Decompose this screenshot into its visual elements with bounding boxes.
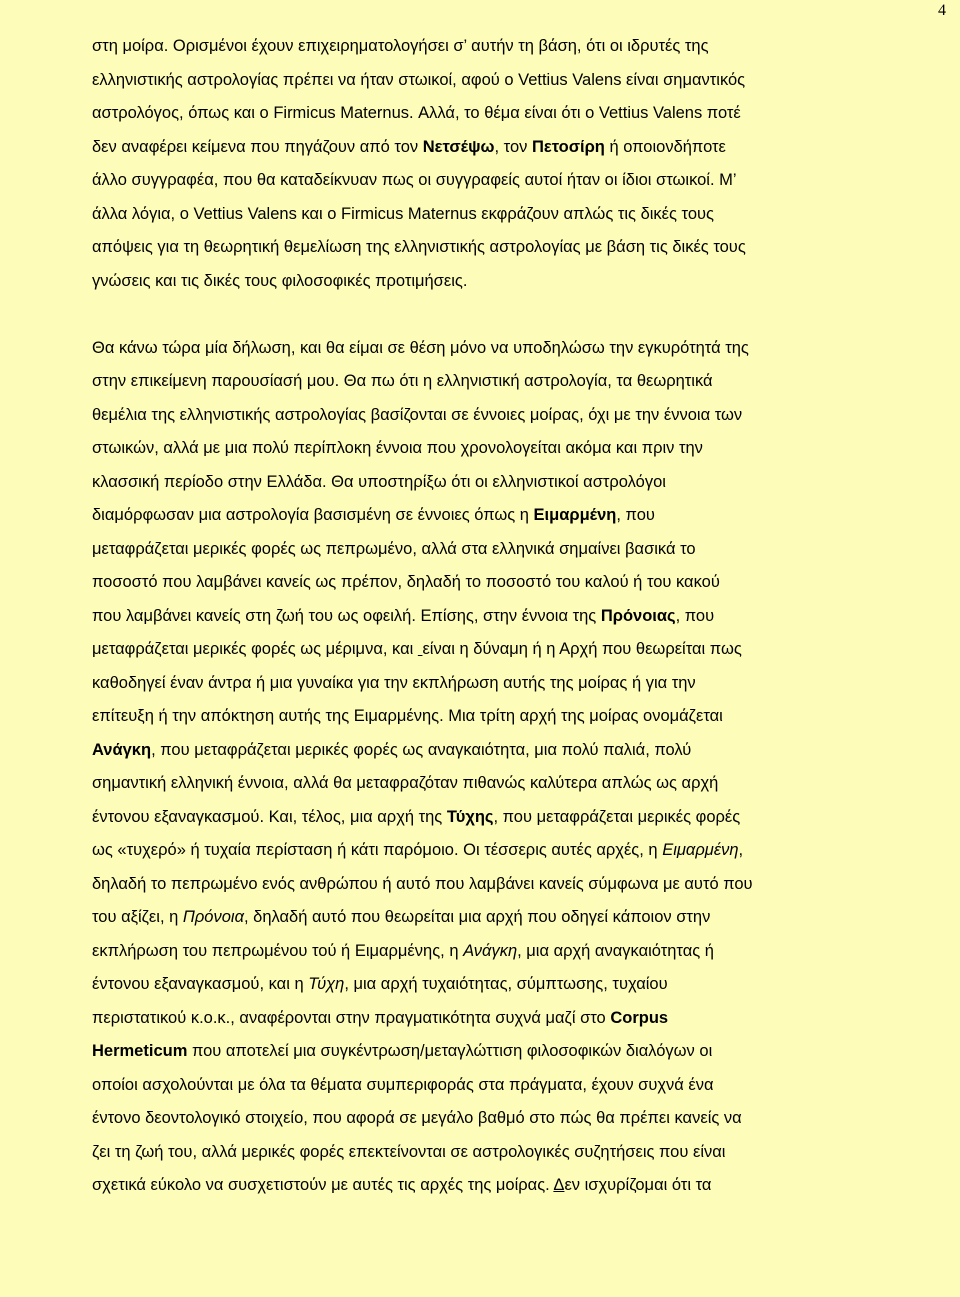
text-segment: του αξίζει, η	[92, 908, 183, 926]
text-segment: εν ισχυρίζομαι ότι τα	[564, 1176, 712, 1194]
text-segment: , μια αρχή τυχαιότητας, σύμπτωσης, τυχαίου	[344, 975, 668, 993]
paragraph-1	[92, 30, 872, 298]
paragraph-gap	[92, 298, 872, 332]
text-segment: περιστατικού κ.ο.κ., αναφέρονται στην πραγματικότητα συχνά μαζί στο	[92, 1008, 611, 1027]
text-line	[92, 600, 872, 634]
text-segment: σχετικά εύκολο να συσχετιστούν με αυτές τις αρχές της μοίρας.	[92, 1176, 554, 1194]
text-segment: , που	[675, 606, 715, 625]
text-line	[92, 231, 872, 265]
text-line	[92, 64, 872, 98]
text-line	[92, 533, 872, 567]
text-segment: έντονου εξαναγκασμού, και η	[92, 975, 309, 993]
text-segment: μεταφράζεται μερικές φορές ως πεπρωμένο, αλλά στα ελληνικά σημαίνει βασικά το	[92, 539, 696, 558]
text-line	[92, 97, 872, 131]
bold-term: Corpus	[610, 1008, 669, 1027]
text-line	[92, 868, 872, 902]
text-line	[92, 667, 872, 701]
text-line	[92, 901, 872, 935]
text-line	[92, 432, 872, 466]
text-segment: που λαμβάνει κανείς στη ζωή του ως οφειλή. Επίσης, στην έννοια της	[92, 606, 601, 625]
text-segment: έντονο δεοντολογικό στοιχείο, που αφορά σε μεγάλο βαθμό στο πώς θα πρέπει κανείς να	[92, 1109, 742, 1127]
text-line	[92, 332, 872, 366]
bold-term: Πετοσίρη	[531, 137, 605, 156]
italic-term: Πρόνοια	[182, 908, 244, 926]
text-segment: δεν αναφέρει κείμενα που πηγάζουν από τον	[92, 137, 423, 156]
page-number: 4	[938, 2, 946, 19]
text-segment: αστρολόγος, όπως και ο Firmicus Maternus. Αλλά, το θέμα είναι ότι ο Vettius Valens ποτέ	[92, 104, 741, 122]
text-segment: ,	[738, 841, 744, 859]
text-segment: στωικών, αλλά με μια πολύ περίπλοκη έννοια που χρονολογείται ακόμα και πριν την	[92, 439, 703, 457]
text-line	[92, 834, 872, 868]
text-segment: είναι η δύναμη ή η Αρχή που θεωρείται πως	[422, 640, 742, 658]
text-segment: καθοδηγεί έναν άντρα ή μια γυναίκα για την εκπλήρωση αυτής της μοίρας ή για την	[92, 673, 696, 692]
text-line	[92, 935, 872, 969]
text-line	[92, 164, 872, 198]
bold-term: Πρόνοιας	[600, 606, 676, 625]
text-segment: ζει τη ζωή του, αλλά μερικές φορές επεκτείνονται σε αστρολογικές συζητήσεις που είναι	[92, 1142, 726, 1161]
bold-term: Νετσέψω	[422, 137, 495, 156]
text-segment: ποσοστό που λαμβάνει κανείς ως πρέπον, δηλαδή το ποσοστό του καλού ή του κακού	[92, 573, 720, 591]
text-line	[92, 265, 872, 299]
text-line	[92, 1035, 872, 1069]
text-line	[92, 1002, 872, 1036]
text-line	[92, 466, 872, 500]
text-segment: γνώσεις και τις δικές τους φιλοσοφικές προτιμήσεις.	[92, 271, 468, 290]
paragraph-2	[92, 332, 872, 1203]
text-segment: ελληνιστικής αστρολογίας πρέπει να ήταν στωικοί, αφού ο Vettius Valens είναι σημαντικός	[92, 70, 746, 89]
text-segment: κλασσική περίοδο στην Ελλάδα. Θα υποστηρίξω ότι οι ελληνιστικοί αστρολόγοι	[92, 472, 666, 491]
text-line	[92, 734, 872, 768]
text-line	[92, 566, 872, 600]
bold-term: Τύχης	[446, 807, 494, 826]
text-line	[92, 801, 872, 835]
italic-term: Τύχη	[308, 975, 345, 993]
text-segment: στη μοίρα. Ορισμένοι έχουν επιχειρηματολογήσει σ’ αυτήν τη βάση, ότι οι ιδρυτές της	[92, 37, 709, 55]
text-segment: άλλο συγγραφέα, που θα καταδείκνυαν πως οι συγγραφείς αυτοί ήταν οι ίδιοι στωικοί. Μ’	[92, 171, 737, 189]
text-line	[92, 399, 872, 433]
text-segment: θεμέλια της ελληνιστικής αστρολογίας βασίζονται σε έννοιες μοίρας, όχι με την έννοια των	[92, 405, 743, 424]
italic-term: Ανάγκη	[463, 941, 518, 960]
text-segment: , που	[616, 506, 655, 524]
text-segment: δηλαδή το πεπρωμένο ενός ανθρώπου ή αυτό που λαμβάνει κανείς σύμφωνα με αυτό που	[92, 874, 753, 893]
text-segment: , που μεταφράζεται μερικές φορές	[493, 807, 741, 826]
bold-term: Ειμαρμένη	[533, 506, 617, 524]
text-segment: Θα κάνω τώρα μία δήλωση, και θα είμαι σε θέση μόνο να υποδηλώσω την εγκυρότητά της	[92, 338, 749, 357]
text-line	[92, 1169, 872, 1203]
text-segment: Δ	[553, 1176, 565, 1194]
text-segment: μεταφράζεται μερικές φορές ως μέριμνα, και	[92, 640, 418, 658]
document-body	[92, 30, 872, 1203]
text-line	[92, 767, 872, 801]
text-segment: , δηλαδή αυτό που θεωρείται μια αρχή που οδηγεί κάποιον στην	[243, 908, 711, 926]
text-line	[92, 365, 872, 399]
text-segment: εκπλήρωση του πεπρωμένου τού ή Ειμαρμένης, η	[92, 941, 464, 960]
bold-term: Ανάγκη	[92, 740, 152, 759]
text-line	[92, 1069, 872, 1103]
text-line	[92, 30, 872, 64]
text-line	[92, 968, 872, 1002]
text-line	[92, 633, 872, 667]
text-segment: που αποτελεί μια συγκέντρωση/μεταγλώττιση φιλοσοφικών διαλόγων οι	[187, 1042, 713, 1060]
text-line	[92, 499, 872, 533]
text-segment: σημαντική ελληνική έννοια, αλλά θα μεταφραζόταν πιθανώς καλύτερα απλώς ως αρχή	[92, 774, 719, 792]
text-segment: , τον	[494, 137, 532, 156]
text-line	[92, 198, 872, 232]
italic-term: Ειμαρμένη	[662, 841, 739, 859]
text-line	[92, 1102, 872, 1136]
text-segment: , μια αρχή αναγκαιότητας ή	[517, 941, 714, 960]
text-segment: στην επικείμενη παρουσίασή μου. Θα πω ότι η ελληνιστική αστρολογία, τα θεωρητικά	[92, 372, 713, 390]
text-segment: άλλα λόγια, ο Vettius Valens και ο Firmicus Maternus εκφράζουν απλώς τις δικές τους	[92, 204, 714, 223]
bold-term: Hermeticum	[92, 1042, 188, 1060]
text-segment: οποίοι ασχολούνται με όλα τα θέματα συμπεριφοράς στα πράγματα, έχουν συχνά ένα	[92, 1075, 714, 1094]
text-line	[92, 700, 872, 734]
text-segment: ή οποιονδήποτε	[604, 137, 726, 156]
text-segment: απόψεις για τη θεωρητική θεμελίωση της ελληνιστικής αστρολογίας με βάση τις δικές τους	[92, 238, 746, 256]
text-segment: , που μεταφράζεται μερικές φορές ως αναγκαιότητα, μια πολύ παλιά, πολύ	[151, 740, 692, 759]
text-line	[92, 1136, 872, 1170]
text-segment: έντονου εξαναγκασμού. Και, τέλος, μια αρχή της	[92, 807, 447, 826]
text-segment: ως «τυχερό» ή τυχαία περίσταση ή κάτι παρόμοιο. Οι τέσσερις αυτές αρχές, η	[92, 841, 663, 859]
text-line	[92, 131, 872, 165]
text-segment: διαμόρφωσαν μια αστρολογία βασισμένη σε έννοιες όπως η	[92, 506, 534, 524]
text-segment: επίτευξη ή την απόκτηση αυτής της Ειμαρμένης. Μια τρίτη αρχή της μοίρας ονομάζεται	[92, 707, 723, 725]
